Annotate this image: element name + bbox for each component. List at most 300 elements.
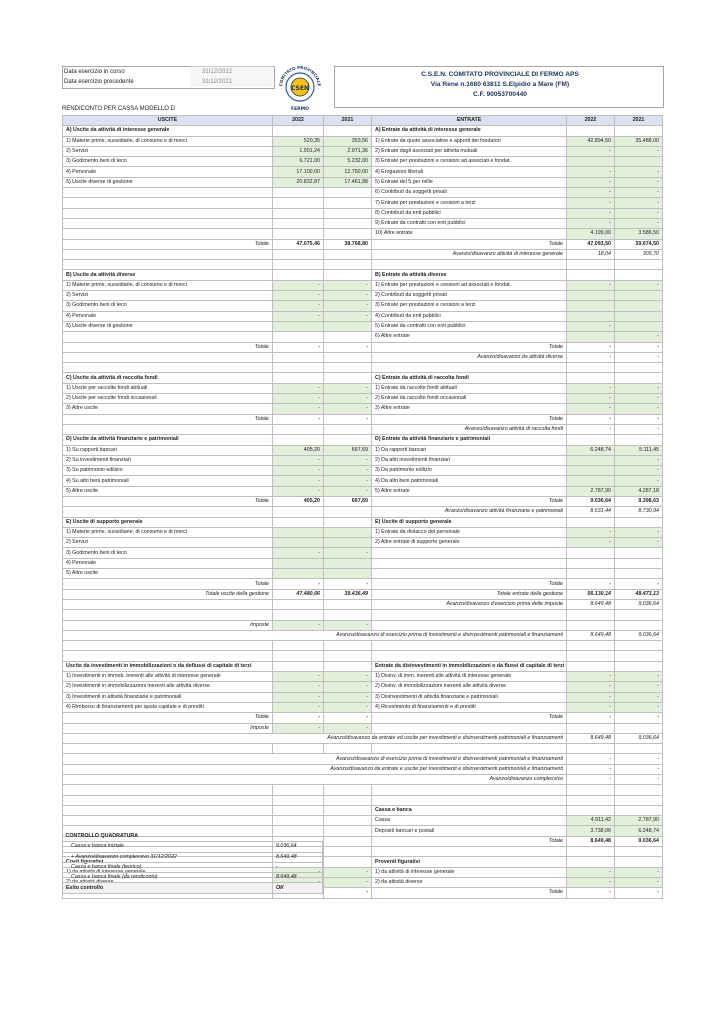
- empty-cell: [372, 558, 567, 568]
- table-row: [63, 188, 663, 198]
- blank-cell: [615, 785, 663, 795]
- item-label: 4) Su altri beni patrimoniali: [63, 476, 273, 486]
- empty-cell: [615, 857, 663, 867]
- table-row: [63, 466, 663, 476]
- table-row: [63, 291, 663, 301]
- amount-cell: [324, 558, 372, 568]
- table-row: [63, 517, 663, 527]
- blank-cell: [324, 744, 372, 754]
- item-label: 2) Da altri investimenti finanziari: [372, 455, 567, 465]
- amount-cell: -: [567, 198, 615, 208]
- amount-cell: -: [567, 692, 615, 702]
- item-label: 5) Entrate del 5 per mille: [372, 177, 567, 187]
- blank-cell: [372, 260, 567, 270]
- date-col-shade: [190, 66, 273, 87]
- table-row: [63, 672, 663, 682]
- table-row: [63, 414, 663, 424]
- blank-cell: [567, 641, 615, 651]
- section-title: B) Entrate da attività diverse: [372, 270, 567, 280]
- table-row: [63, 599, 663, 609]
- empty-cell: [273, 332, 324, 342]
- blank-cell: [273, 744, 324, 754]
- amount-cell: 6.248,74: [615, 826, 663, 836]
- item-label: 3) Godimento beni di terzi: [63, 157, 273, 167]
- item-label: 10) Altre entrate: [372, 229, 567, 239]
- empty-cell: [324, 435, 372, 445]
- table-row: [63, 435, 663, 445]
- table-row: [63, 486, 663, 496]
- total-label: Totale: [372, 342, 567, 352]
- amount-cell: 20.832,87: [273, 177, 324, 187]
- result-value: 18,04: [567, 249, 615, 259]
- amount-cell: [324, 321, 372, 331]
- amount-cell: 12.750,00: [324, 167, 372, 177]
- amount-cell: -: [324, 486, 372, 496]
- total-value: -: [324, 414, 372, 424]
- empty-cell: [324, 270, 372, 280]
- empty-cell: [567, 569, 615, 579]
- total-value: 9.036,64: [567, 496, 615, 506]
- table-row: [63, 744, 663, 754]
- empty-cell: [273, 507, 324, 517]
- item-label: 2) Servizi: [63, 291, 273, 301]
- item-label: 1) Materie prime, sussidiarie, di consumo e di merci: [63, 527, 273, 537]
- logo-mark: CSEN: [291, 85, 309, 92]
- table-row: [63, 208, 663, 218]
- blank-cell: [273, 785, 324, 795]
- empty-cell: [324, 517, 372, 527]
- amount-cell: [273, 321, 324, 331]
- result-value: 8.649,48: [567, 630, 615, 640]
- col-year-2021-left: 2021: [324, 116, 372, 126]
- result-value: -: [615, 775, 663, 785]
- result-value: -: [567, 754, 615, 764]
- result-label: Avanzo/disavanzo complessivo: [63, 775, 567, 785]
- section-title: B) Uscite da attività diverse: [63, 270, 273, 280]
- controllo-result: OK: [273, 883, 323, 893]
- controllo-label: + Avanzo/disavanzo complessivo 31/12/2022: [63, 852, 273, 862]
- result-value: -: [567, 352, 615, 362]
- amount-cell: -: [324, 466, 372, 476]
- section-title: A) Entrate da attività di interesse generale: [372, 126, 567, 136]
- table-row: [63, 661, 663, 671]
- amount-cell: -: [615, 466, 663, 476]
- total-value: -: [324, 713, 372, 723]
- table-row: [63, 321, 663, 331]
- blank-cell: [372, 785, 567, 795]
- table-row: [63, 723, 663, 733]
- amount-cell: -: [615, 383, 663, 393]
- amount-cell: [567, 311, 615, 321]
- result-label: Avanzo/disavanzo d'esercizio prima delle imposte: [372, 599, 567, 609]
- rendiconto-table: [62, 115, 663, 899]
- table-row: [63, 785, 663, 795]
- amount-cell: -: [324, 672, 372, 682]
- table-row: [63, 373, 663, 383]
- table-row: [63, 630, 663, 640]
- result-value: -: [615, 764, 663, 774]
- blank-cell: [324, 651, 372, 661]
- amount-cell: [324, 569, 372, 579]
- empty-cell: [324, 816, 372, 826]
- empty-cell: [372, 723, 567, 733]
- amount-cell: [567, 301, 615, 311]
- amount-cell: -: [273, 486, 324, 496]
- amount-cell: 17.100,00: [273, 167, 324, 177]
- empty-cell: [324, 836, 372, 846]
- item-label: 4) Contributi da enti pubblici: [372, 311, 567, 321]
- item-label: 3) Altre entrate: [372, 404, 567, 414]
- total-value: -: [615, 414, 663, 424]
- amount-cell: 42.894,50: [567, 136, 615, 146]
- table-row: [63, 424, 663, 434]
- blank-cell: [372, 651, 567, 661]
- amount-cell: -: [567, 394, 615, 404]
- empty-cell: [324, 661, 372, 671]
- total-label: Totale: [63, 496, 273, 506]
- amount-cell: -: [567, 188, 615, 198]
- blank-cell: [372, 641, 567, 651]
- item-label: 4) Ricevimento di finanziamenti e di prestiti: [372, 702, 567, 712]
- controllo-label: Esito controllo: [63, 883, 273, 893]
- table-row: [63, 270, 663, 280]
- empty-cell: [615, 435, 663, 445]
- item-label: 3) Entrate per prestazioni e cessioni a terzi: [372, 301, 567, 311]
- blank-cell: [273, 610, 324, 620]
- table-row: [63, 754, 663, 764]
- table-row: [63, 641, 663, 651]
- amount-cell: -: [273, 723, 324, 733]
- empty-cell: [273, 373, 324, 383]
- amount-cell: [324, 527, 372, 537]
- total-value: -: [567, 414, 615, 424]
- blank-cell: [567, 651, 615, 661]
- report-label: RENDICONTO PER CASSA MODELLO D: [62, 106, 175, 112]
- logo-bottom-text: FERMO: [291, 107, 309, 112]
- empty-cell: [615, 805, 663, 815]
- table-row: [63, 610, 663, 620]
- item-label: Depositi bancari e postali: [372, 826, 567, 836]
- total-value: -: [567, 713, 615, 723]
- current-exercise-label: Data esercizio in corso: [64, 69, 125, 75]
- empty-cell: [324, 507, 372, 517]
- result-label: Avanzo/disavanzo attività di raccolta fondi: [372, 424, 567, 434]
- logo-arc-text: COMITATO PROVINCIALE: [277, 64, 323, 87]
- blank-cell: [372, 795, 567, 805]
- total-label: Totale: [63, 713, 273, 723]
- blank-cell: [273, 651, 324, 661]
- item-label: 4) Erogazioni liberali: [372, 167, 567, 177]
- total-value: -: [324, 342, 372, 352]
- amount-cell: -: [324, 702, 372, 712]
- org-address: Via Rene n.1680 63811 S.Elpidio a Mare (FM): [430, 81, 570, 88]
- item-label: 2) da attività diverse: [372, 877, 567, 887]
- amount-cell: -: [324, 476, 372, 486]
- total-value: -: [273, 414, 324, 424]
- amount-cell: -: [324, 692, 372, 702]
- empty-cell: [273, 435, 324, 445]
- blank-cell: [615, 744, 663, 754]
- empty-cell: [273, 424, 324, 434]
- amount-cell: -: [567, 404, 615, 414]
- empty-cell: [567, 857, 615, 867]
- empty-cell: [63, 218, 273, 228]
- blank-cell: [615, 847, 663, 857]
- total-value: 8.649,48: [567, 836, 615, 846]
- amount-cell: -: [567, 672, 615, 682]
- amount-cell: -: [567, 877, 615, 887]
- amount-cell: [567, 157, 615, 167]
- item-label: 4) Personale: [63, 558, 273, 568]
- empty-cell: [372, 548, 567, 558]
- controllo-title-row: [63, 832, 323, 842]
- item-label: 4) Rimborso di finanziamenti per quota capitale e di prestiti: [63, 702, 273, 712]
- blank-cell: [567, 610, 615, 620]
- amount-cell: 4.199,00: [567, 229, 615, 239]
- controllo-row: [63, 873, 323, 883]
- section-title: D) Uscite da attività finanziarie e patrimoniali: [63, 435, 273, 445]
- empty-cell: [63, 816, 273, 826]
- amount-cell: -: [615, 527, 663, 537]
- table-row: [63, 332, 663, 342]
- item-label: 5) Entrate da contratti con enti pubblici: [372, 321, 567, 331]
- item-label: 2) Servizi: [63, 146, 273, 156]
- table-row: [63, 260, 663, 270]
- empty-cell: [324, 208, 372, 218]
- total-value: 56.130,14: [567, 589, 615, 599]
- blank-cell: [615, 260, 663, 270]
- item-label: 2) Investimenti in immobilizzazioni inerenti alle attività diverse: [63, 682, 273, 692]
- amount-cell: [615, 321, 663, 331]
- table-row: [63, 126, 663, 136]
- result-label: Avanzo/disavanzo da entrate e uscite per investimenti e disinvestimenti patrimoniali e finanziamenti: [63, 764, 567, 774]
- blank-cell: [63, 651, 273, 661]
- empty-cell: [615, 661, 663, 671]
- blank-cell: [324, 641, 372, 651]
- total-label: Totale: [372, 414, 567, 424]
- amount-cell: -: [567, 527, 615, 537]
- result-label: Avanzo/disavanzo da entrate ed uscite per investimenti e disinvestimenti patrimoniali e finanziamenti: [63, 733, 567, 743]
- result-value: -: [567, 764, 615, 774]
- controllo-label: Cassa e banca finale (teorico): [63, 862, 273, 872]
- table-row: [63, 589, 663, 599]
- item-label: 3) Disinvestimenti di attività finanziarie e patrimoniali: [372, 692, 567, 702]
- blank-cell: [567, 363, 615, 373]
- item-label: Cassa: [372, 816, 567, 826]
- amount-cell: -: [567, 146, 615, 156]
- total-value: -: [615, 713, 663, 723]
- empty-cell: [63, 332, 273, 342]
- org-fiscal-code: C.F. 90053700440: [473, 91, 527, 98]
- amount-cell: -: [615, 167, 663, 177]
- empty-cell: [372, 569, 567, 579]
- result-value: -: [567, 775, 615, 785]
- blank-cell: [324, 610, 372, 620]
- empty-cell: [324, 126, 372, 136]
- empty-cell: [273, 126, 324, 136]
- amount-cell: 520,35: [273, 136, 324, 146]
- blank-cell: [615, 795, 663, 805]
- amount-cell: [615, 301, 663, 311]
- item-label: 3) Investimenti in attività finanziarie e patrimoniali: [63, 692, 273, 702]
- empty-cell: [567, 620, 615, 630]
- blank-cell: [63, 785, 273, 795]
- total-value: 9.398,63: [615, 496, 663, 506]
- item-label: 4) Da altri beni patrimoniali: [372, 476, 567, 486]
- amount-cell: [615, 311, 663, 321]
- amount-cell: -: [567, 177, 615, 187]
- empty-cell: [567, 723, 615, 733]
- blank-cell: [372, 610, 567, 620]
- amount-cell: -: [273, 280, 324, 290]
- amount-cell: -: [567, 208, 615, 218]
- item-label: 6) Contributi da soggetti privati: [372, 188, 567, 198]
- amount-cell: 4.911,42: [567, 816, 615, 826]
- amount-cell: -: [273, 455, 324, 465]
- total-label: Totale uscite della gestione: [63, 589, 273, 599]
- table-row: [63, 651, 663, 661]
- controllo-label: Cassa e banca iniziale: [63, 842, 273, 852]
- item-label: 1) Uscite per raccolte fondi abituali: [63, 383, 273, 393]
- amount-cell: -: [615, 682, 663, 692]
- blank-cell: [63, 363, 273, 373]
- table-row: [63, 301, 663, 311]
- table-row: [63, 507, 663, 517]
- table-row: [63, 496, 663, 506]
- blank-cell: [63, 795, 273, 805]
- blank-cell: [615, 363, 663, 373]
- amount-cell: -: [615, 394, 663, 404]
- blank-cell: [567, 847, 615, 857]
- amount-cell: [273, 569, 324, 579]
- blank-cell: [615, 651, 663, 661]
- item-label: 3) Da patrimonio edilizio: [372, 466, 567, 476]
- result-label: Imposte: [63, 620, 273, 630]
- amount-cell: 667,69: [324, 445, 372, 455]
- amount-cell: -: [273, 466, 324, 476]
- table-row: [63, 527, 663, 537]
- section-title: Costi figurativi: [63, 857, 273, 867]
- total-label: Totale: [63, 414, 273, 424]
- item-label: 1) Entrate da distacco del personale: [372, 527, 567, 537]
- table-row: [63, 352, 663, 362]
- table-row: [63, 218, 663, 228]
- amount-cell: [273, 558, 324, 568]
- amount-cell: -: [273, 682, 324, 692]
- result-label: Avanzo/disavanzo di esercizio prima di investimenti e disinvestimenti patrimoniali e finanziamenti: [63, 630, 567, 640]
- total-label: Totale: [372, 836, 567, 846]
- amount-cell: 1.901,24: [273, 146, 324, 156]
- table-row: [63, 692, 663, 702]
- total-label: Totale: [372, 713, 567, 723]
- amount-cell: -: [273, 672, 324, 682]
- amount-cell: -: [324, 301, 372, 311]
- item-label: 9) Entrate da contratti con enti pubblici: [372, 218, 567, 228]
- amount-cell: -: [615, 188, 663, 198]
- amount-cell: -: [567, 383, 615, 393]
- blank-cell: [615, 610, 663, 620]
- amount-cell: -: [615, 404, 663, 414]
- amount-cell: -: [567, 682, 615, 692]
- amount-cell: -: [273, 476, 324, 486]
- table-row: [63, 476, 663, 486]
- table-row: [63, 167, 663, 177]
- empty-cell: [324, 198, 372, 208]
- empty-cell: [273, 208, 324, 218]
- amount-cell: [615, 291, 663, 301]
- blank-cell: [372, 363, 567, 373]
- total-value: 48.473,13: [615, 589, 663, 599]
- section-title: Uscite da investimenti in immobilizzazioni o da deflussi di capitale di terzi: [63, 661, 273, 671]
- table-row: [63, 342, 663, 352]
- table-header-row: [63, 116, 663, 126]
- table-row: [63, 311, 663, 321]
- result-value: -: [615, 424, 663, 434]
- total-label: Totale: [372, 239, 567, 249]
- blank-cell: [324, 847, 372, 857]
- amount-cell: -: [273, 620, 324, 630]
- total-value: -: [324, 579, 372, 589]
- blank-cell: [372, 744, 567, 754]
- amount-cell: -: [615, 702, 663, 712]
- amount-cell: -: [615, 198, 663, 208]
- empty-cell: [63, 805, 273, 815]
- empty-cell: [372, 620, 567, 630]
- controllo-quadratura-table: [62, 832, 323, 894]
- empty-cell: [615, 548, 663, 558]
- amount-cell: 2.971,36: [324, 146, 372, 156]
- empty-cell: [63, 352, 273, 362]
- empty-cell: [567, 548, 615, 558]
- amount-cell: 5.232,00: [324, 157, 372, 167]
- table-row: [63, 249, 663, 259]
- empty-cell: [324, 352, 372, 362]
- amount-cell: -: [567, 280, 615, 290]
- empty-cell: [63, 249, 273, 259]
- result-label: Avanzo/disavanzo di esercizio prima di investimenti e disinvestimenti patrimoniali e finanziamenti: [63, 754, 567, 764]
- total-value: 47.093,50: [567, 239, 615, 249]
- total-value: -: [273, 713, 324, 723]
- empty-cell: [567, 661, 615, 671]
- section-title: C) Uscite da attività di raccolta fondi: [63, 373, 273, 383]
- amount-cell: 35.488,00: [615, 136, 663, 146]
- amount-cell: -: [273, 548, 324, 558]
- item-label: 2) Entrate da raccolte fondi occasionali: [372, 394, 567, 404]
- amount-cell: [567, 291, 615, 301]
- amount-cell: -: [324, 280, 372, 290]
- table-row: [63, 177, 663, 187]
- result-value: 9.036,64: [615, 599, 663, 609]
- amount-cell: [567, 455, 615, 465]
- total-value: -: [567, 342, 615, 352]
- table-row: [63, 239, 663, 249]
- empty-cell: [567, 558, 615, 568]
- empty-cell: [324, 857, 372, 867]
- blank-cell: [324, 363, 372, 373]
- amount-cell: -: [615, 280, 663, 290]
- amount-cell: -: [273, 692, 324, 702]
- amount-cell: [615, 157, 663, 167]
- table-row: [63, 136, 663, 146]
- item-label: 5) Altre entrate: [372, 486, 567, 496]
- item-label: 1) Entrate da raccolte fondi abituali: [372, 383, 567, 393]
- amount-cell: -: [615, 146, 663, 156]
- total-value: -: [567, 579, 615, 589]
- total-value: -: [615, 888, 663, 898]
- result-value: -: [615, 352, 663, 362]
- total-label: Totale: [63, 239, 273, 249]
- total-label: Totale: [63, 342, 273, 352]
